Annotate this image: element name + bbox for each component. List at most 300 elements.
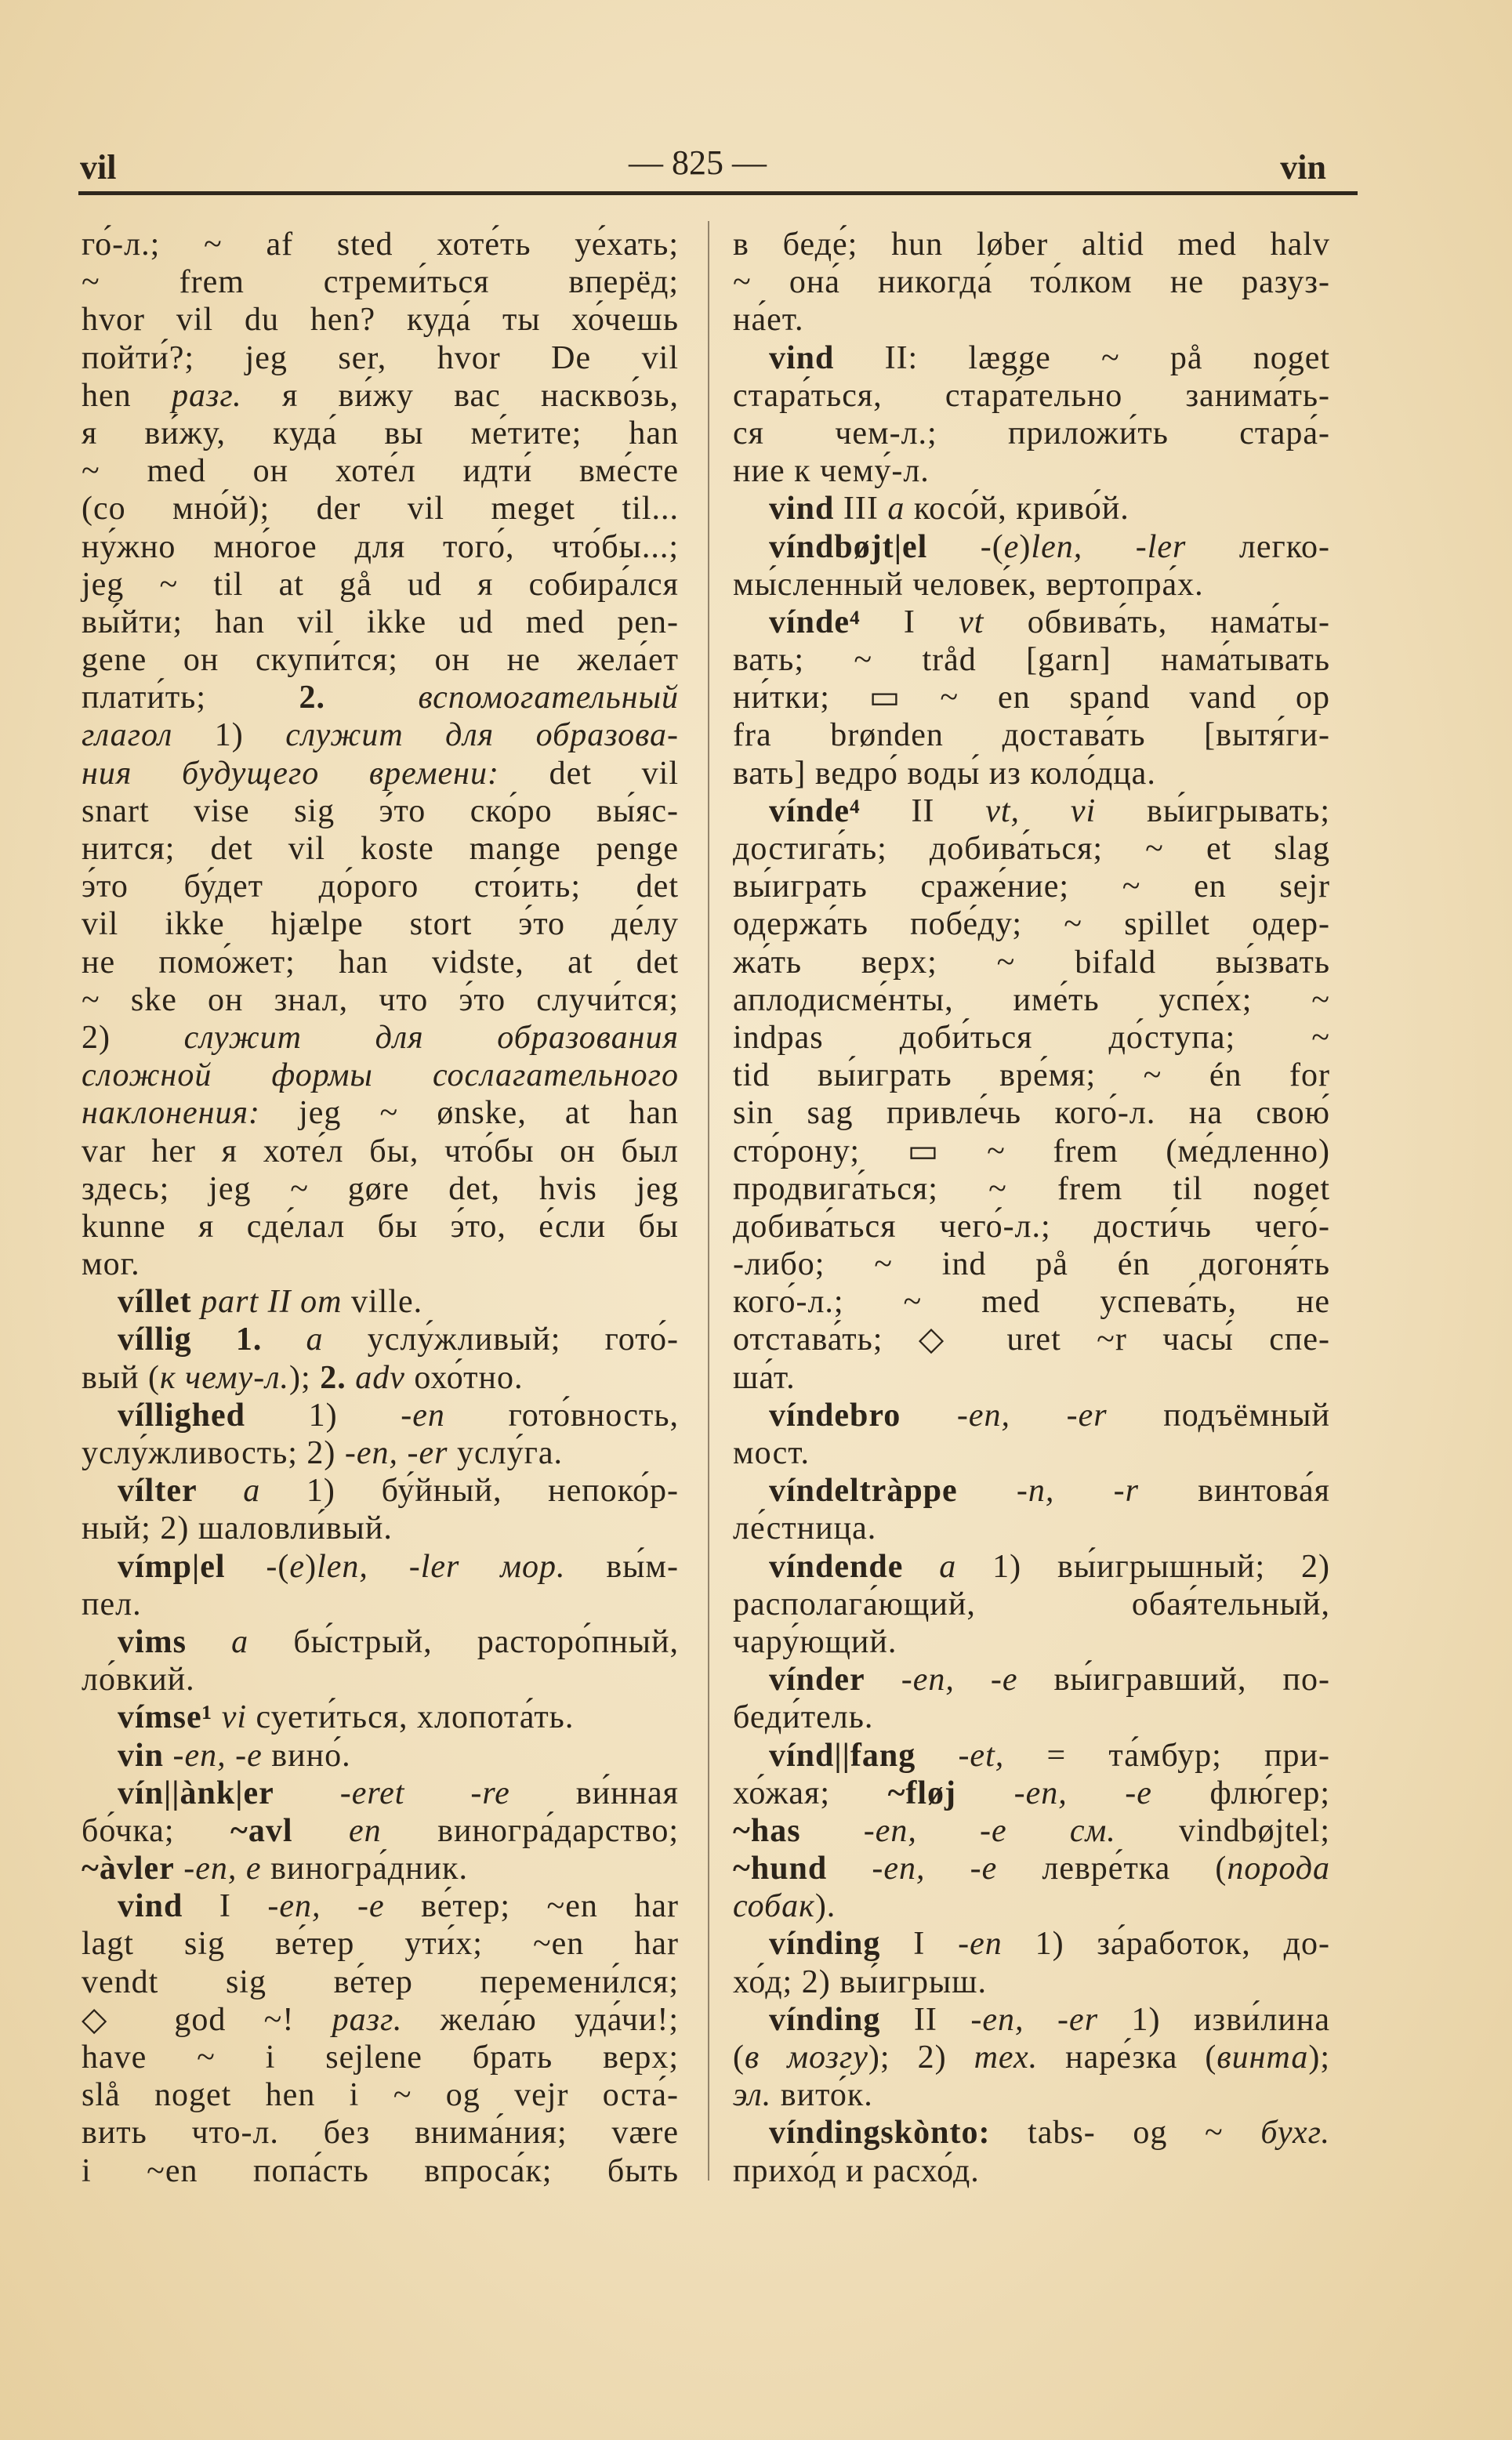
dictionary-line [733, 1057, 1330, 1094]
text-run: косо́й, криво́й. [905, 491, 1129, 528]
dictionary-line [733, 1775, 1330, 1812]
dictionary-line [733, 981, 1330, 1019]
text-run: indpas доби́ться до́ступа; ~ [733, 1019, 1330, 1056]
dictionary-line [82, 2076, 679, 2114]
text-run: III [834, 491, 888, 528]
header-rule [78, 191, 1358, 195]
headword: vílter [118, 1473, 198, 1510]
dictionary-line [82, 868, 679, 905]
dictionary-line [82, 1737, 679, 1775]
dictionary-line [82, 1812, 679, 1850]
dictionary-line [733, 1850, 1330, 1887]
grammar-label: -en, -er [970, 2001, 1099, 2038]
dictionary-line [733, 944, 1330, 981]
dictionary-line [733, 1887, 1330, 1925]
dictionary-line [82, 830, 679, 868]
text-run: нится; det vil koste mange penge [82, 831, 679, 867]
text-run: vil ikke hjælpe stort э́то де́лу [82, 906, 679, 943]
dictionary-line [82, 1283, 679, 1321]
dictionary-line [733, 1548, 1330, 1586]
grammar-label: -en [401, 1397, 445, 1434]
text-run: не помо́жет; han vidste, at det [82, 944, 679, 981]
headword: ~has [733, 1812, 801, 1849]
text-run: в беде́; hun løber altid med halv [733, 227, 1330, 263]
headword: ~àvler [82, 1851, 175, 1887]
text-run: jeg ~ til at gå ud я собира́лся [82, 566, 679, 603]
dictionary-line [733, 604, 1330, 641]
text-run: сто́рону; ▭ ~ frem (ме́дленно) [733, 1133, 1330, 1169]
grammar-label: тех. [974, 2039, 1039, 2076]
text-run: подъёмный [1107, 1397, 1331, 1434]
text-run: ве́тер; ~en har [384, 1888, 679, 1925]
text-run [212, 1699, 222, 1735]
text-run: бы́стрый, расторо́пный, [248, 1623, 679, 1660]
text-run: вы́играть сраже́ние; ~ en sejr [733, 868, 1330, 905]
dictionary-line [733, 1699, 1330, 1736]
dictionary-line [733, 1019, 1330, 1057]
dictionary-line [82, 981, 679, 1019]
dictionary-line [733, 1510, 1330, 1547]
text-run: I [860, 604, 959, 640]
dictionary-line [82, 1661, 679, 1699]
dictionary-line [733, 415, 1330, 452]
dictionary-line [82, 566, 679, 604]
text-run: хо́жая; [733, 1775, 888, 1811]
dictionary-line [82, 1434, 679, 1472]
text-run: здесь; jeg ~ gøre det, hvis jeg [82, 1170, 679, 1207]
text-run: гото́вность, [444, 1397, 679, 1434]
text-run: прихо́д и расхо́д. [733, 2152, 980, 2189]
text-run: вать] ведро́ воды́ из коло́дца. [733, 755, 1156, 792]
dictionary-line [82, 1208, 679, 1245]
text-run: ). [814, 1888, 836, 1925]
dictionary-line [82, 1057, 679, 1094]
dictionary-line [733, 1472, 1330, 1510]
dictionary-line [82, 2114, 679, 2152]
dictionary-line [733, 2001, 1330, 2039]
text-run [916, 1738, 958, 1774]
text-run: = та́мбур; при- [1004, 1737, 1330, 1774]
text-run: мы́сленный челове́к, вертопра́х. [733, 566, 1204, 603]
text-run: ся чем-л.; приложи́ть стара́- [733, 415, 1330, 451]
column-divider [708, 221, 709, 2181]
text-run: беди́тель. [733, 1699, 874, 1736]
text-run: ); 2) [868, 2039, 974, 2076]
dictionary-line [82, 604, 679, 641]
dictionary-line [733, 1623, 1330, 1661]
dictionary-line [82, 2001, 679, 2039]
text-run: стара́ться, стара́тельно занима́ть- [733, 377, 1330, 414]
grammar-label: e [289, 1548, 306, 1585]
grammar-label: ния будущего времени: [82, 755, 499, 792]
dictionary-line [733, 755, 1330, 792]
text-run: обвива́ть, нама́ты- [984, 604, 1330, 640]
dictionary-line [82, 1887, 679, 1925]
headword: 2. [320, 1359, 346, 1396]
dictionary-line [733, 377, 1330, 415]
headword: ~avl [230, 1812, 293, 1849]
dictionary-line [733, 1094, 1330, 1132]
text-run: на́ет. [733, 302, 804, 339]
headword: ~fløj [887, 1775, 957, 1811]
text-run: вы́игрывать; [1096, 792, 1331, 829]
left-guide-word: vil [80, 148, 117, 187]
headword: vind [118, 1888, 183, 1925]
text-run [187, 1624, 231, 1660]
dictionary-line [82, 1623, 679, 1661]
grammar-label: vi [221, 1699, 248, 1736]
headword: vínde⁴ [769, 792, 861, 829]
text-run: го́-л.; ~ af sted хоте́ть уе́хать; [82, 227, 679, 263]
dictionary-line [733, 1245, 1330, 1283]
text-run [293, 1813, 349, 1849]
headword: víndende [769, 1548, 904, 1585]
text-run [175, 1851, 184, 1887]
text-run: ) [305, 1548, 317, 1585]
dictionary-line [733, 1133, 1330, 1170]
text-run: (со мно́й); der vil meget til... [82, 491, 679, 528]
text-run: вы́м- [565, 1548, 679, 1585]
text-run: ~ она́ никогда́ то́лком не разуз- [733, 264, 1330, 301]
right-guide-word: vin [1280, 148, 1326, 187]
dictionary-line [82, 2039, 679, 2076]
text-run: kunne я сде́лал бы э́то, е́сли бы [82, 1208, 679, 1245]
dictionary-line [82, 2152, 679, 2190]
text-run: -( [225, 1548, 290, 1585]
text-run: ный; 2) шаловли́вый. [82, 1510, 393, 1547]
dictionary-line [82, 641, 679, 679]
headword: ~hund [733, 1851, 828, 1887]
dictionary-line [733, 263, 1330, 301]
dictionary-line [82, 1548, 679, 1586]
grammar-label: e [1003, 528, 1020, 565]
grammar-label: a [231, 1623, 249, 1660]
text-run: ); [289, 1359, 321, 1396]
text-run: ) [1019, 528, 1032, 565]
text-run: II [860, 792, 986, 829]
grammar-label: a [306, 1322, 324, 1358]
text-run: пел. [82, 1586, 142, 1622]
text-run: ~ frem стреми́ться вперёд; [82, 264, 679, 301]
grammar-label: эл. [733, 2077, 772, 2114]
dictionary-line [733, 301, 1330, 339]
text-run [164, 1738, 173, 1774]
text-run [325, 680, 418, 716]
dictionary-line [82, 1321, 679, 1358]
grammar-label: -en, -e [901, 1662, 1018, 1699]
dictionary-line [82, 1094, 679, 1132]
text-run: виногра́дарство; [381, 1812, 679, 1849]
dictionary-line [82, 452, 679, 490]
dictionary-line [733, 868, 1330, 905]
text-run: вить что-л. без внима́ния; være [82, 2115, 679, 2152]
text-run: II: lægge ~ på noget [834, 339, 1330, 376]
headword: víllet [118, 1284, 192, 1321]
headword: 2. [299, 680, 325, 716]
text-run: ша́т. [733, 1359, 796, 1396]
text-run [903, 1549, 939, 1585]
dictionary-line [82, 263, 679, 301]
dictionary-line [733, 716, 1330, 754]
headword: vind [769, 339, 835, 376]
headword: víndebro [769, 1397, 901, 1434]
text-run: i ~en попа́сть впроса́к; быть [82, 2152, 679, 2189]
headword: víndbøjt|el [769, 528, 928, 565]
text-run: 1) изви́лина [1098, 2001, 1330, 2038]
text-run: ); [1308, 2039, 1330, 2076]
text-run: я ви́жу вас наскво́зь, [241, 377, 679, 414]
headword: víllighed [118, 1397, 246, 1434]
text-run: вать; ~ tråd [garn] нама́тывать [733, 642, 1330, 679]
dictionary-line [82, 490, 679, 528]
grammar-label: в мозгу [745, 2039, 868, 2076]
dictionary-line [82, 792, 679, 830]
text-run: 2) [82, 1019, 184, 1056]
text-run: я ви́жу, куда́ вы ме́тите; han [82, 415, 679, 451]
dictionary-line [82, 755, 679, 792]
text-run: ~ med он хоте́л идти́ вме́сте [82, 453, 679, 490]
headword: vind [769, 491, 835, 528]
text-run [198, 1473, 244, 1509]
dictionary-line [82, 1133, 679, 1170]
text-run: ви́нная [509, 1775, 679, 1811]
text-run: ле́стница. [733, 1510, 877, 1547]
dictionary-line [733, 1586, 1330, 1623]
grammar-label: -en, e [183, 1851, 262, 1887]
text-run: охо́тно. [404, 1359, 524, 1396]
dictionary-line [733, 1321, 1330, 1358]
dictionary-line [82, 1699, 679, 1736]
text-run: det vil [499, 755, 679, 792]
text-run: vendt sig ве́тер перемени́лся; [82, 1963, 679, 2000]
grammar-label: порода [1227, 1851, 1331, 1887]
headword: vínding [769, 2001, 881, 2038]
text-run: услу́жливость; 2) [82, 1435, 345, 1471]
grammar-label: к чему-л. [160, 1359, 290, 1396]
dictionary-line [82, 1963, 679, 2001]
text-run [801, 1813, 864, 1849]
dictionary-line [733, 2076, 1330, 2114]
text-run [958, 1473, 1017, 1509]
grammar-label: собак [733, 1888, 815, 1925]
text-run [956, 1775, 1014, 1811]
dictionary-line [82, 1359, 679, 1397]
dictionary-line [733, 1434, 1330, 1472]
grammar-label: служит для образования [183, 1019, 679, 1056]
text-run: вы́игравший, по- [1017, 1662, 1331, 1699]
grammar-label: служит для образова- [285, 717, 679, 754]
dictionary-line [82, 1775, 679, 1812]
dictionary-line [82, 1510, 679, 1547]
grammar-label: len, -ler [1031, 528, 1187, 565]
text-run: наре́зка ( [1038, 2039, 1217, 2076]
text-run: -( [927, 528, 1004, 565]
text-run [827, 1851, 872, 1887]
dictionary-line [733, 1737, 1330, 1775]
text-run [192, 1284, 201, 1320]
text-run: э́то бу́дет до́рого сто́ить; det [82, 868, 679, 905]
text-run [901, 1398, 957, 1434]
headword: vímp|el [118, 1548, 226, 1585]
dictionary-line [733, 792, 1330, 830]
text-run: I [880, 1926, 959, 1963]
headword: vin [118, 1737, 165, 1774]
grammar-label: -en, -er [344, 1435, 448, 1471]
dictionary-line [82, 301, 679, 339]
dictionary-line [733, 2114, 1330, 2152]
grammar-label: -n, -r [1016, 1473, 1139, 1510]
dictionary-line [733, 1397, 1330, 1434]
text-run: жа́ть верх; ~ bifald вы́звать [733, 944, 1330, 981]
headword: vínde⁴ [769, 604, 861, 640]
grammar-label: adv [355, 1359, 405, 1396]
grammar-label: разг. [171, 377, 242, 414]
text-run [865, 1662, 901, 1698]
text-run: II [880, 2001, 971, 2038]
dictionary-line [82, 1019, 679, 1057]
dictionary-line [733, 452, 1330, 490]
dictionary-line [733, 641, 1330, 679]
text-run: флю́гер; [1151, 1775, 1330, 1811]
grammar-label: -et, [958, 1737, 1005, 1774]
text-run: ( [733, 2039, 745, 2076]
text-run: располага́ющий, обая́тельный, [733, 1586, 1330, 1622]
text-run: мог. [82, 1246, 140, 1283]
text-run: аплодисме́нты, име́ть успе́х; ~ [733, 981, 1330, 1018]
left-column [82, 226, 679, 2190]
text-run: плати́ть; [82, 680, 299, 716]
text-run: легко- [1186, 528, 1330, 565]
dictionary-line [82, 944, 679, 981]
dictionary-line [733, 679, 1330, 716]
text-run: отстава́ть; ◇ uret ~r часы́ спе- [733, 1322, 1330, 1358]
page-number: — 825 — [629, 143, 767, 182]
grammar-label: бухг. [1260, 2115, 1330, 2152]
grammar-label: -en [958, 1926, 1003, 1963]
dictionary-line [733, 226, 1330, 263]
headword: vínder [769, 1662, 865, 1699]
headword: vín||ànk|er [118, 1775, 274, 1811]
text-run: достига́ть; добива́ться; ~ et slag [733, 831, 1330, 867]
grammar-label: a [243, 1473, 261, 1510]
dictionary-line [733, 339, 1330, 377]
dictionary-line [82, 905, 679, 943]
dictionary-line [82, 679, 679, 716]
grammar-label: vt [959, 604, 984, 640]
right-column [733, 226, 1330, 2190]
dictionary-line [733, 1208, 1330, 1245]
grammar-label: винта [1216, 2039, 1309, 2076]
text-run [274, 1775, 340, 1811]
text-run: 1) бу́йный, непоко́р- [260, 1473, 679, 1510]
grammar-label: -en, -er [956, 1397, 1108, 1434]
text-run: I [183, 1888, 268, 1925]
text-run: tabs- og ~ [990, 2115, 1261, 2152]
text-run: услу́жливый; гото́- [323, 1322, 679, 1358]
dictionary-line [82, 226, 679, 263]
grammar-label: part II om [201, 1284, 343, 1321]
grammar-label: len, -ler мор. [317, 1548, 566, 1585]
headword: víllig 1. [118, 1322, 263, 1358]
dictionary-line [82, 716, 679, 754]
headword: vínding [769, 1926, 881, 1963]
dictionary-line [82, 528, 679, 566]
text-run: ние к чему́-л. [733, 453, 930, 490]
text-run: левре́тка ( [997, 1851, 1227, 1887]
grammar-label: -en, -e см. [863, 1812, 1116, 1849]
text-run: ло́вкий. [82, 1662, 195, 1699]
text-run: одержа́ть побе́ду; ~ spillet одер- [733, 906, 1330, 943]
text-run: бо́чка; [82, 1812, 230, 1849]
text-run: snart vise sig э́то ско́ро вы́яс- [82, 792, 679, 829]
dictionary-line [733, 566, 1330, 604]
dictionary-line [82, 1472, 679, 1510]
dictionary-line [733, 1661, 1330, 1699]
text-run: продвига́ться; ~ frem til noget [733, 1170, 1330, 1207]
grammar-label: -en, -e [1013, 1775, 1152, 1811]
headword: víndingskònto: [769, 2115, 991, 2152]
text-run: ну́жно мно́гое для того́, что́бы...; [82, 528, 679, 565]
dictionary-line [733, 528, 1330, 566]
dictionary-line [733, 905, 1330, 943]
grammar-label: a [939, 1548, 957, 1585]
text-run: винтова́я [1138, 1473, 1330, 1510]
text-run: jeg ~ ønske, at han [259, 1095, 679, 1132]
dictionary-line [82, 1925, 679, 1963]
text-run: вый ( [82, 1359, 161, 1396]
text-run: услу́га. [448, 1435, 563, 1471]
text-run: -либо; ~ ind på én догоня́ть [733, 1246, 1330, 1283]
text-run: вино́. [262, 1737, 351, 1774]
text-run [262, 1322, 306, 1358]
dictionary-line [733, 1359, 1330, 1397]
text-run: жела́ю уда́чи!; [402, 2001, 679, 2038]
dictionary-line [82, 1245, 679, 1283]
text-run: lagt sig ве́тер ути́х; ~en har [82, 1926, 679, 1963]
grammar-label: вспомогательный [418, 680, 680, 716]
text-run: кого́-л.; ~ med успева́ть, не [733, 1284, 1330, 1321]
text-run [346, 1360, 356, 1396]
headword: vínd||fang [769, 1737, 916, 1774]
grammar-label: -en, -e [267, 1888, 385, 1925]
text-run: 1) [245, 1397, 401, 1434]
dictionary-line [82, 1850, 679, 1887]
text-run: суети́ться, хлопота́ть. [247, 1699, 575, 1736]
text-run: виногра́дник. [261, 1851, 468, 1887]
text-run: 1) вы́игрышный; 2) [956, 1548, 1330, 1585]
text-run: 1) за́работок, до- [1002, 1926, 1330, 1963]
text-run: 1) [172, 717, 286, 754]
headword: víndeltràppe [769, 1473, 958, 1510]
dictionary-line [733, 2039, 1330, 2076]
grammar-label: a [887, 491, 905, 528]
grammar-label: глагол [82, 717, 173, 754]
text-run: gene он скупи́тся; он не жела́ет [82, 642, 679, 679]
text-run: пойти́?; jeg ser, hvor De vil [82, 339, 679, 376]
grammar-label: vt, vi [985, 792, 1097, 829]
text-run: vindbøjtel; [1115, 1812, 1330, 1849]
dictionary-line [82, 377, 679, 415]
dictionary-line [733, 490, 1330, 528]
dictionary-line [82, 1397, 679, 1434]
grammar-label: наклонения: [82, 1095, 260, 1132]
text-run: ~ ske он знал, что э́то случи́тся; [82, 981, 679, 1018]
dictionary-line [733, 1170, 1330, 1208]
grammar-label: -eret -re [339, 1775, 510, 1811]
text-run: hen [82, 377, 172, 414]
dictionary-line [733, 1283, 1330, 1321]
text-run: sin sag привле́чь кого́-л. на свою́ [733, 1095, 1330, 1132]
